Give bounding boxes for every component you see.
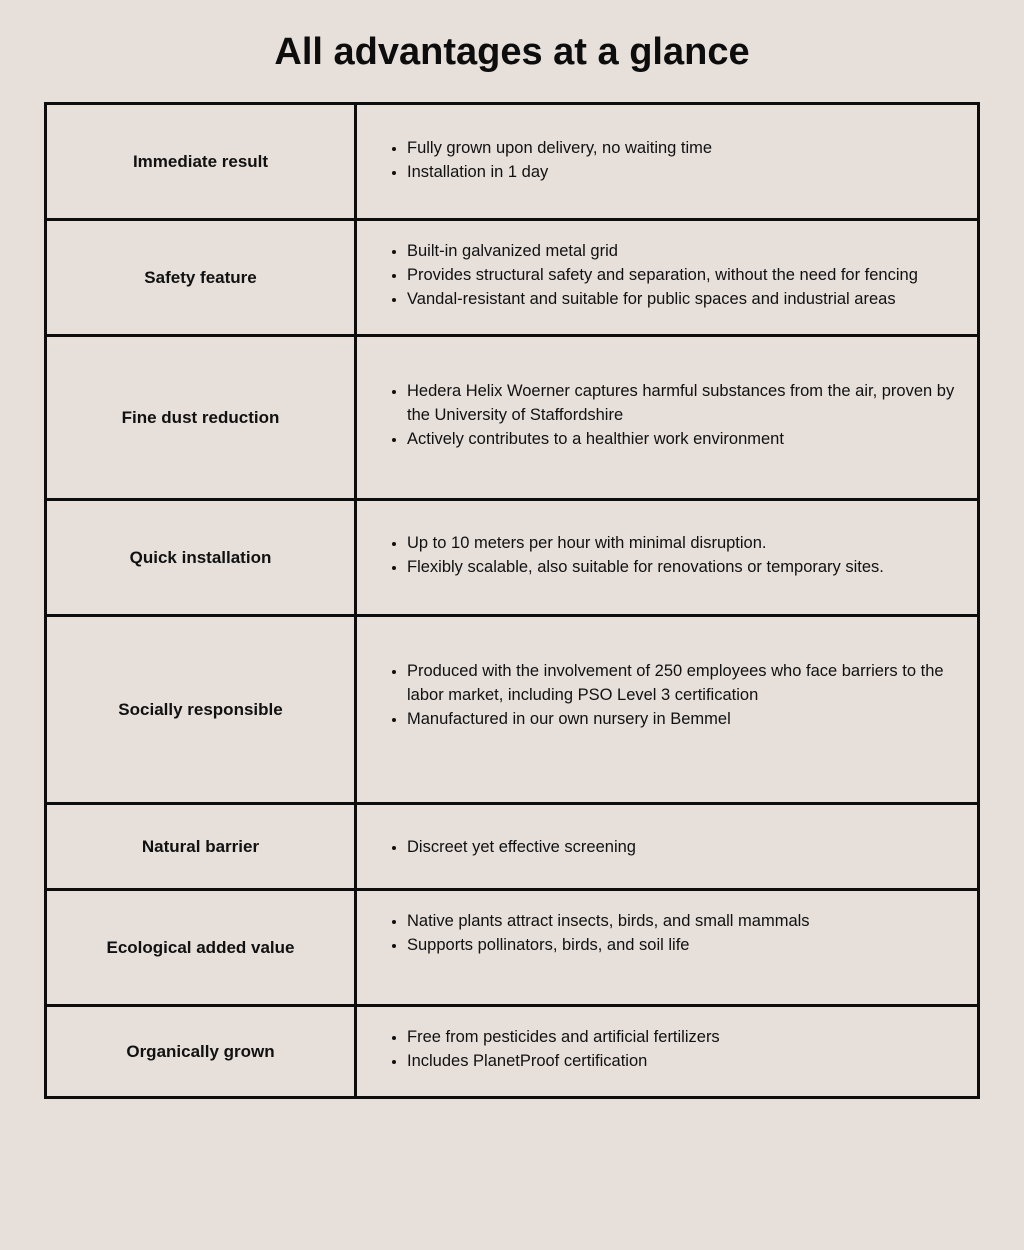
list-item: • Actively contributes to a healthier work environment	[407, 427, 957, 451]
table-row	[46, 104, 979, 220]
list-item: • Hedera Helix Woerner captures harmful substances from the air, proven by the University of Staffordshire	[407, 379, 957, 427]
bullet-list	[357, 136, 977, 184]
row-content	[356, 1006, 979, 1098]
list-item: • Up to 10 meters per hour with minimal disruption.	[407, 531, 957, 555]
row-label: Safety feature	[46, 220, 356, 336]
table-row	[46, 220, 979, 336]
row-content	[356, 890, 979, 1006]
row-content	[356, 616, 979, 804]
row-label: Socially responsible	[46, 616, 356, 804]
list-item: • Built-in galvanized metal grid	[407, 239, 957, 263]
table-row	[46, 804, 979, 890]
table-row	[46, 336, 979, 500]
list-item: • Flexibly scalable, also suitable for renovations or temporary sites.	[407, 555, 957, 579]
table-row	[46, 1006, 979, 1098]
list-item: • Manufactured in our own nursery in Bemmel	[407, 707, 957, 731]
table-row	[46, 500, 979, 616]
row-label: Quick installation	[46, 500, 356, 616]
row-content	[356, 220, 979, 336]
row-label: Natural barrier	[46, 804, 356, 890]
bullet-list	[357, 239, 977, 311]
bullet-list	[357, 909, 977, 957]
list-item: • Installation in 1 day	[407, 160, 957, 184]
row-label: Immediate result	[46, 104, 356, 220]
page-title: All advantages at a glance	[274, 31, 750, 73]
list-item: • Discreet yet effective screening	[407, 835, 957, 859]
list-item: • Produced with the involvement of 250 employees who face barriers to the labor market, including PSO Level 3 certification	[407, 659, 957, 707]
row-content	[356, 500, 979, 616]
list-item: • Fully grown upon delivery, no waiting time	[407, 136, 957, 160]
list-item: • Native plants attract insects, birds, and small mammals	[407, 909, 957, 933]
row-content	[356, 336, 979, 500]
row-label: Fine dust reduction	[46, 336, 356, 500]
table-row	[46, 616, 979, 804]
row-content	[356, 804, 979, 890]
row-label: Organically grown	[46, 1006, 356, 1098]
bullet-list	[357, 1025, 977, 1073]
bullet-list	[357, 659, 977, 731]
bullet-list	[357, 835, 977, 859]
list-item: • Includes PlanetProof certification	[407, 1049, 957, 1073]
list-item: • Provides structural safety and separation, without the need for fencing	[407, 263, 957, 287]
advantages-table	[44, 102, 980, 1099]
table-row	[46, 890, 979, 1006]
list-item: • Vandal-resistant and suitable for public spaces and industrial areas	[407, 287, 957, 311]
row-label: Ecological added value	[46, 890, 356, 1006]
list-item: • Free from pesticides and artificial fertilizers	[407, 1025, 957, 1049]
row-content	[356, 104, 979, 220]
bullet-list	[357, 379, 977, 451]
list-item: • Supports pollinators, birds, and soil life	[407, 933, 957, 957]
bullet-list	[357, 531, 977, 579]
